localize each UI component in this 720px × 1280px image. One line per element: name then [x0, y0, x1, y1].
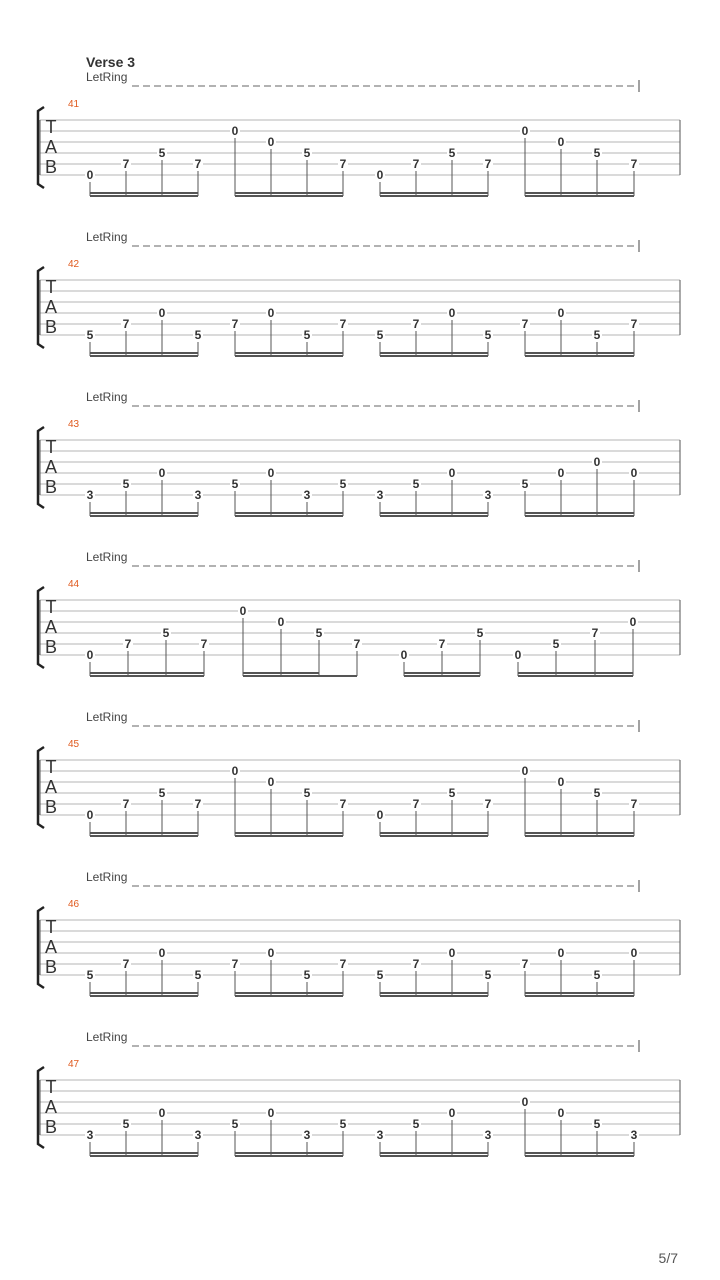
fret-number: 5	[231, 1117, 239, 1131]
beam-16th	[90, 992, 198, 994]
beam-16th	[235, 192, 343, 194]
fret-number: 5	[448, 786, 456, 800]
tab-clef-letter: T	[45, 1077, 57, 1097]
fret-number: 0	[514, 648, 522, 662]
fret-number: 7	[339, 957, 347, 971]
fret-number: 5	[376, 328, 384, 342]
beam-8th	[380, 1155, 488, 1157]
beam-16th	[235, 832, 343, 834]
fret-number: 5	[412, 477, 420, 491]
fret-number: 5	[194, 328, 202, 342]
fret-number: 5	[315, 626, 323, 640]
fret-number: 7	[339, 157, 347, 171]
fret-number: 7	[339, 797, 347, 811]
fret-number: 5	[448, 146, 456, 160]
fret-number: 7	[630, 157, 638, 171]
tab-clef-letter: A	[44, 617, 58, 637]
fret-number: 3	[303, 1128, 311, 1142]
beam-8th	[235, 995, 343, 997]
fret-number: 0	[267, 306, 275, 320]
fret-number: 5	[122, 477, 130, 491]
fret-number: 5	[303, 146, 311, 160]
fret-number: 7	[484, 797, 492, 811]
fret-number: 0	[448, 466, 456, 480]
tab-clef-letter: A	[44, 297, 58, 317]
tab-clef-letter: B	[44, 637, 58, 657]
fret-number: 7	[231, 317, 239, 331]
fret-number: 3	[376, 1128, 384, 1142]
fret-number: 7	[353, 637, 361, 651]
fret-number: 7	[124, 637, 132, 651]
system-bracket	[38, 907, 44, 988]
fret-number: 3	[86, 1128, 94, 1142]
fret-number: 3	[630, 1128, 638, 1142]
letring-label: LetRing	[86, 550, 128, 564]
beam-16th	[525, 512, 634, 514]
fret-number: 0	[557, 135, 565, 149]
beam-16th	[235, 352, 343, 354]
tab-clef-letter: B	[44, 477, 58, 497]
fret-number: 5	[593, 146, 601, 160]
fret-number: 0	[267, 135, 275, 149]
fret-number: 5	[86, 968, 94, 982]
fret-number: 7	[412, 797, 420, 811]
beam-8th	[380, 515, 488, 517]
tab-clef-letter: T	[45, 437, 57, 457]
tab-clef-letter: T	[45, 117, 57, 137]
beam-16th	[90, 512, 198, 514]
fret-number: 0	[593, 455, 601, 469]
beam-8th	[235, 195, 343, 197]
fret-number: 5	[303, 968, 311, 982]
letring-label: LetRing	[86, 870, 128, 884]
beam-16th	[380, 512, 488, 514]
beam-16th	[380, 832, 488, 834]
tab-clef-letter: T	[45, 917, 57, 937]
fret-number: 0	[86, 808, 94, 822]
beam-8th	[235, 835, 343, 837]
fret-number: 5	[158, 786, 166, 800]
beam-16th	[525, 832, 634, 834]
fret-number: 5	[484, 968, 492, 982]
fret-number: 7	[194, 797, 202, 811]
fret-number: 3	[194, 488, 202, 502]
fret-number: 7	[438, 637, 446, 651]
beam-16th	[380, 352, 488, 354]
measure-number: 41	[68, 99, 80, 110]
beam-8th	[90, 1155, 198, 1157]
tab-clef-letter: A	[44, 457, 58, 477]
beam-8th	[235, 355, 343, 357]
fret-number: 0	[400, 648, 408, 662]
system-bracket	[38, 747, 44, 828]
fret-number: 5	[484, 328, 492, 342]
fret-number: 7	[412, 957, 420, 971]
fret-number: 0	[267, 775, 275, 789]
fret-number: 5	[552, 637, 560, 651]
fret-number: 0	[557, 306, 565, 320]
fret-number: 5	[231, 477, 239, 491]
fret-number: 0	[267, 1106, 275, 1120]
fret-number: 5	[86, 328, 94, 342]
fret-number: 7	[521, 957, 529, 971]
fret-number: 0	[448, 306, 456, 320]
beam-8th	[380, 995, 488, 997]
beam-8th	[525, 835, 634, 837]
beam-8th	[380, 835, 488, 837]
beam-16th	[90, 1152, 198, 1154]
fret-number: 0	[267, 946, 275, 960]
measure-number: 47	[68, 1059, 80, 1070]
letring-label: LetRing	[86, 1030, 128, 1044]
fret-number: 5	[593, 786, 601, 800]
beam-8th	[90, 675, 204, 677]
beam-16th	[525, 192, 634, 194]
fret-number: 7	[484, 157, 492, 171]
section-title: Verse 3	[86, 54, 136, 70]
fret-number: 5	[303, 328, 311, 342]
fret-number: 5	[593, 1117, 601, 1131]
system-bracket	[38, 1067, 44, 1148]
fret-number: 5	[521, 477, 529, 491]
fret-number: 0	[376, 808, 384, 822]
fret-number: 3	[303, 488, 311, 502]
fret-number: 5	[122, 1117, 130, 1131]
beam-8th	[525, 515, 634, 517]
beam-16th	[525, 352, 634, 354]
fret-number: 3	[194, 1128, 202, 1142]
fret-number: 0	[158, 1106, 166, 1120]
beam-16th	[235, 1152, 343, 1154]
system-bracket	[38, 587, 44, 668]
system-bracket	[38, 427, 44, 508]
beam-8th	[404, 675, 480, 677]
fret-number: 0	[448, 946, 456, 960]
fret-number: 5	[376, 968, 384, 982]
beam-16th	[90, 832, 198, 834]
fret-number: 7	[412, 317, 420, 331]
fret-number: 0	[158, 466, 166, 480]
beam-8th	[525, 1155, 634, 1157]
system-bracket	[38, 267, 44, 348]
tab-clef-letter: A	[44, 137, 58, 157]
fret-number: 5	[339, 477, 347, 491]
fret-number: 5	[593, 968, 601, 982]
beam-16th	[243, 672, 319, 674]
beam-16th	[380, 1152, 488, 1154]
fret-number: 0	[521, 1095, 529, 1109]
fret-number: 0	[448, 1106, 456, 1120]
beam-8th	[90, 195, 198, 197]
fret-number: 7	[630, 797, 638, 811]
fret-number: 5	[593, 328, 601, 342]
fret-number: 5	[303, 786, 311, 800]
measure-number: 45	[68, 739, 80, 750]
fret-number: 0	[239, 604, 247, 618]
tab-clef-letter: A	[44, 1097, 58, 1117]
beam-8th	[243, 675, 357, 677]
fret-number: 5	[412, 1117, 420, 1131]
fret-number: 5	[339, 1117, 347, 1131]
fret-number: 3	[376, 488, 384, 502]
fret-number: 3	[484, 488, 492, 502]
fret-number: 7	[194, 157, 202, 171]
fret-number: 7	[122, 957, 130, 971]
tab-clef-letter: A	[44, 777, 58, 797]
measure-number: 43	[68, 419, 80, 430]
fret-number: 5	[194, 968, 202, 982]
fret-number: 0	[629, 615, 637, 629]
fret-number: 0	[557, 466, 565, 480]
fret-number: 5	[158, 146, 166, 160]
measure-number: 42	[68, 259, 80, 270]
fret-number: 0	[158, 306, 166, 320]
tab-clef-letter: T	[45, 277, 57, 297]
fret-number: 7	[122, 157, 130, 171]
beam-16th	[90, 672, 204, 674]
fret-number: 0	[376, 168, 384, 182]
beam-8th	[525, 995, 634, 997]
measure-number: 46	[68, 899, 80, 910]
fret-number: 3	[86, 488, 94, 502]
tab-clef-letter: T	[45, 597, 57, 617]
fret-number: 0	[557, 775, 565, 789]
fret-number: 7	[591, 626, 599, 640]
tab-clef-letter: B	[44, 317, 58, 337]
beam-16th	[380, 192, 488, 194]
fret-number: 0	[231, 764, 239, 778]
fret-number: 0	[158, 946, 166, 960]
letring-label: LetRing	[86, 230, 128, 244]
fret-number: 3	[484, 1128, 492, 1142]
fret-number: 5	[162, 626, 170, 640]
fret-number: 0	[630, 946, 638, 960]
beam-8th	[235, 515, 343, 517]
fret-number: 7	[200, 637, 208, 651]
fret-number: 5	[476, 626, 484, 640]
page-number: 5/7	[658, 1250, 678, 1266]
beam-8th	[90, 355, 198, 357]
fret-number: 7	[122, 317, 130, 331]
tab-clef-letter: B	[44, 957, 58, 977]
beam-8th	[518, 675, 633, 677]
letring-label: LetRing	[86, 70, 128, 84]
beam-16th	[235, 992, 343, 994]
beam-16th	[518, 672, 633, 674]
beam-16th	[90, 192, 198, 194]
fret-number: 0	[557, 1106, 565, 1120]
beam-16th	[235, 512, 343, 514]
beam-8th	[380, 195, 488, 197]
beam-16th	[90, 352, 198, 354]
fret-number: 0	[521, 124, 529, 138]
beam-8th	[525, 355, 634, 357]
beam-8th	[235, 1155, 343, 1157]
beam-16th	[525, 1152, 634, 1154]
beam-8th	[90, 515, 198, 517]
fret-number: 0	[231, 124, 239, 138]
beam-16th	[404, 672, 480, 674]
fret-number: 0	[267, 466, 275, 480]
fret-number: 0	[86, 168, 94, 182]
beam-8th	[90, 835, 198, 837]
beam-16th	[380, 992, 488, 994]
beam-8th	[90, 995, 198, 997]
fret-number: 0	[277, 615, 285, 629]
measure-number: 44	[68, 579, 80, 590]
letring-label: LetRing	[86, 390, 128, 404]
tab-clef-letter: B	[44, 797, 58, 817]
fret-number: 7	[412, 157, 420, 171]
fret-number: 7	[231, 957, 239, 971]
fret-number: 7	[339, 317, 347, 331]
tab-clef-letter: B	[44, 1117, 58, 1137]
fret-number: 0	[521, 764, 529, 778]
tab-clef-letter: T	[45, 757, 57, 777]
system-bracket	[38, 107, 44, 188]
beam-8th	[380, 355, 488, 357]
letring-label: LetRing	[86, 710, 128, 724]
tab-clef-letter: B	[44, 157, 58, 177]
fret-number: 0	[86, 648, 94, 662]
fret-number: 7	[630, 317, 638, 331]
tab-clef-letter: A	[44, 937, 58, 957]
beam-16th	[525, 992, 634, 994]
fret-number: 7	[521, 317, 529, 331]
fret-number: 0	[630, 466, 638, 480]
fret-number: 7	[122, 797, 130, 811]
fret-number: 0	[557, 946, 565, 960]
beam-8th	[525, 195, 634, 197]
